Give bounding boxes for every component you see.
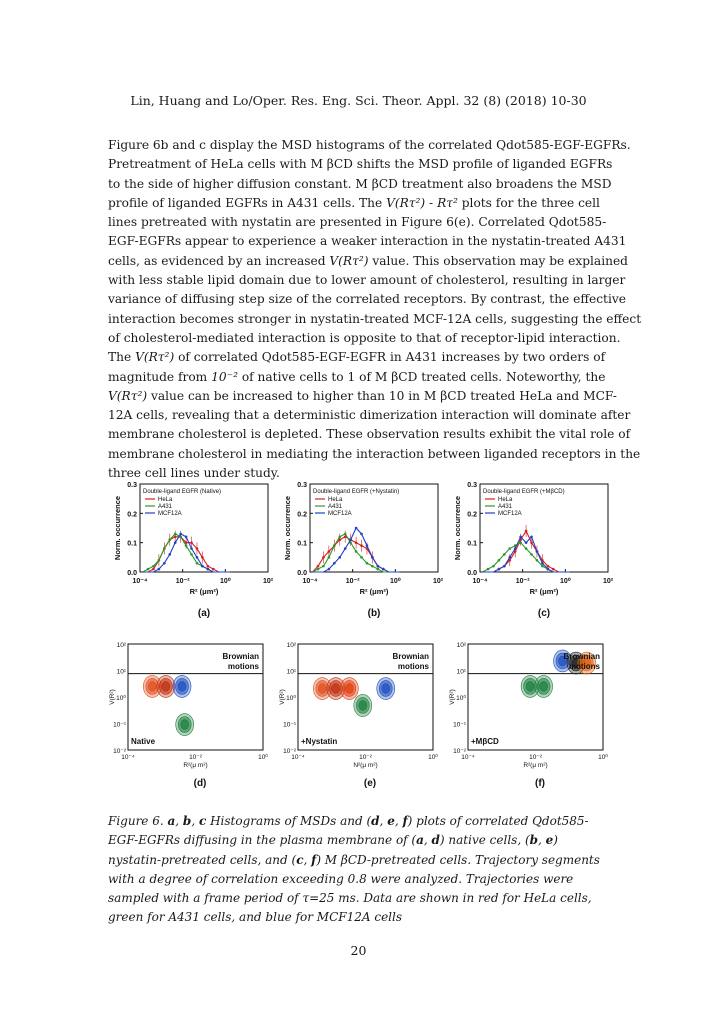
data-point-mcf12a bbox=[201, 565, 204, 568]
x-axis-label: R²(μ m²) bbox=[183, 762, 208, 769]
data-point-a431 bbox=[338, 536, 341, 539]
caption-panel-ref: b bbox=[529, 833, 539, 848]
y-tick-label: 0.1 bbox=[467, 540, 477, 548]
data-point-mcf12a bbox=[514, 547, 517, 550]
data-point-mcf12a bbox=[547, 568, 550, 571]
body-line: variance of diffusing step size of the correlated receptors. By contrast, the effective bbox=[108, 292, 626, 307]
x-tick-label: 10⁰ bbox=[428, 754, 438, 761]
x-tick-label: 10⁰ bbox=[598, 754, 608, 761]
data-point-a431 bbox=[498, 559, 501, 562]
data-point-hela bbox=[207, 565, 210, 568]
y-axis-label: V(R²) bbox=[109, 689, 116, 705]
condition-label: Native bbox=[131, 737, 156, 746]
x-tick-label: 10⁻² bbox=[189, 754, 202, 761]
brownian-annotation: motions bbox=[397, 662, 429, 672]
body-line: membrane cholesterol is depleted. These observation results exhibit the vital role of bbox=[108, 427, 631, 442]
body-line: membrane cholesterol in mediating the interaction between liganded receptors in the bbox=[108, 446, 641, 461]
data-point-a431 bbox=[328, 556, 331, 559]
y-tick-label: 0.2 bbox=[127, 511, 137, 519]
brownian-annotation: Brownian bbox=[563, 652, 600, 662]
page-number: 20 bbox=[350, 943, 367, 958]
y-axis-label: V(R²) bbox=[279, 689, 286, 705]
brownian-annotation: Brownian bbox=[222, 652, 259, 662]
caption-panel-ref: f bbox=[311, 852, 317, 867]
data-point-a431 bbox=[333, 544, 336, 547]
legend-title: Double-ligand EGFR (+Nystatin) bbox=[313, 489, 400, 495]
x-tick-label: 10⁻⁴ bbox=[291, 754, 305, 761]
caption-text: , bbox=[394, 814, 403, 828]
brownian-annotation: Brownian bbox=[392, 652, 429, 662]
x-tick-label: 10² bbox=[262, 578, 274, 585]
data-point-a431 bbox=[503, 553, 506, 556]
data-point-mcf12a bbox=[519, 536, 522, 539]
contour-blob bbox=[181, 720, 189, 730]
x-axis-label: R² (μm²) bbox=[189, 587, 219, 596]
y-tick-label: 0.0 bbox=[297, 570, 307, 577]
data-point-a431 bbox=[163, 547, 166, 550]
y-tick-label: 10¹ bbox=[116, 668, 126, 676]
x-tick-label: 10⁻² bbox=[515, 578, 530, 585]
data-point-a431 bbox=[366, 562, 369, 565]
x-axis-label: R²(μ m²) bbox=[523, 762, 548, 769]
data-point-mcf12a bbox=[158, 568, 161, 571]
data-point-mcf12a bbox=[168, 553, 171, 556]
body-line: with less stable lipid domain due to lower amount of cholesterol, resulting in larger bbox=[108, 273, 626, 288]
body-line: three cell lines under study. bbox=[108, 466, 280, 481]
body-line: cells, as evidenced by an increased V(Rτ²) value. This observation may be explained bbox=[108, 253, 628, 268]
caption-text: , bbox=[379, 814, 388, 828]
legend-label-a431: A431 bbox=[498, 504, 513, 510]
data-point-a431 bbox=[519, 541, 522, 544]
series-line-mcf12a bbox=[313, 528, 400, 572]
data-point-mcf12a bbox=[190, 547, 193, 550]
caption-text: , bbox=[175, 814, 183, 828]
y-tick-label: 10² bbox=[456, 642, 466, 649]
figure-caption bbox=[108, 812, 610, 928]
data-point-a431 bbox=[360, 556, 363, 559]
panel-label: (a) bbox=[197, 608, 211, 619]
brownian-annotation: motions bbox=[227, 662, 259, 672]
contour-blob bbox=[526, 681, 534, 691]
legend-label-mcf12a: MCF12A bbox=[328, 511, 352, 517]
x-tick-label: 10⁻² bbox=[529, 754, 542, 761]
condition-label: +Nystatin bbox=[301, 737, 338, 746]
data-point-a431 bbox=[147, 568, 150, 571]
data-point-mcf12a bbox=[377, 565, 380, 568]
legend-title: Double-ligand EGFR (Native) bbox=[143, 489, 222, 495]
data-point-a431 bbox=[196, 562, 199, 565]
x-tick-label: 10⁻² bbox=[345, 578, 360, 585]
y-tick-label: 10⁰ bbox=[286, 695, 296, 702]
data-point-a431 bbox=[530, 553, 533, 556]
data-point-a431 bbox=[190, 553, 193, 556]
body-line: profile of liganded EGFRs in A431 cells. The V(Rτ²) - Rτ² plots for the three cell bbox=[108, 195, 600, 210]
caption-text: Histograms of MSDs and ( bbox=[206, 814, 372, 828]
y-tick-label: 0.2 bbox=[467, 511, 477, 519]
y-tick-label: 10⁻¹ bbox=[283, 721, 296, 729]
y-tick-label: 10⁻² bbox=[453, 748, 466, 755]
series-line-a431 bbox=[483, 543, 570, 572]
x-tick-label: 10⁰ bbox=[390, 578, 401, 585]
data-point-mcf12a bbox=[530, 536, 533, 539]
figure-6 bbox=[108, 474, 614, 800]
data-point-hela bbox=[152, 568, 155, 571]
data-point-a431 bbox=[371, 565, 374, 568]
y-tick-label: 0.2 bbox=[297, 511, 307, 519]
caption-text: ) native cells, ( bbox=[439, 833, 530, 848]
contour-blob bbox=[540, 681, 548, 691]
caption-label: Figure 6. bbox=[108, 814, 168, 828]
data-point-mcf12a bbox=[498, 568, 501, 571]
x-axis-label: N²(μ m²) bbox=[353, 762, 378, 769]
contour-blob bbox=[382, 684, 390, 694]
math-expression: V(Rτ²) bbox=[386, 195, 426, 210]
data-point-hela bbox=[317, 565, 320, 568]
data-point-a431 bbox=[536, 559, 539, 562]
caption-text: ) nystatin-pretreated cells, and ( bbox=[108, 833, 558, 867]
data-point-a431 bbox=[492, 565, 495, 568]
x-axis-label: R² (μm²) bbox=[529, 587, 559, 596]
body-line: of cholesterol-mediated interaction is opposite to that of receptor-lipid interaction. bbox=[108, 330, 621, 345]
data-point-a431 bbox=[525, 547, 528, 550]
y-tick-label: 0.0 bbox=[467, 570, 477, 577]
body-line: Pretreatment of HeLa cells with M βCD shifts the MSD profile of liganded EGFRs bbox=[108, 157, 613, 172]
contour-blob bbox=[332, 684, 340, 694]
legend-label-hela: HeLa bbox=[328, 497, 343, 503]
panel-label: (d) bbox=[193, 778, 207, 789]
data-point-mcf12a bbox=[338, 556, 341, 559]
data-point-mcf12a bbox=[360, 533, 363, 536]
y-tick-label: 10¹ bbox=[286, 668, 296, 676]
y-tick-label: 10² bbox=[286, 642, 296, 649]
data-point-a431 bbox=[322, 565, 325, 568]
body-line: 12A cells, revealing that a deterministic dimerization interaction will dominate after bbox=[108, 408, 631, 423]
x-tick-label: 10⁻⁴ bbox=[302, 578, 318, 585]
y-tick-label: 10⁰ bbox=[456, 695, 466, 702]
caption-panel-ref: e bbox=[387, 814, 395, 828]
y-tick-label: 0.0 bbox=[127, 570, 137, 577]
contour-blob bbox=[178, 681, 186, 691]
body-line: The V(Rτ²) of correlated Qdot585-EGF-EGFR in A431 increases by two orders of bbox=[108, 350, 606, 365]
y-tick-label: 10¹ bbox=[456, 668, 466, 676]
body-line: magnitude from 10⁻² of native cells to 1 of M βCD treated cells. Noteworthy, the bbox=[108, 369, 606, 384]
legend-label-mcf12a: MCF12A bbox=[498, 511, 522, 517]
data-point-a431 bbox=[317, 568, 320, 571]
math-expression: V(Rτ²) bbox=[329, 253, 369, 268]
x-tick-label: 10⁻⁴ bbox=[121, 754, 135, 761]
caption-text: , bbox=[191, 814, 199, 828]
legend-label-hela: HeLa bbox=[158, 497, 173, 503]
data-point-hela bbox=[547, 565, 550, 568]
x-tick-label: 10⁰ bbox=[258, 754, 268, 761]
y-tick-label: 0.1 bbox=[297, 540, 307, 548]
math-expression: V(Rτ²) bbox=[108, 388, 148, 403]
legend-title: Double-ligand EGFR (+MβCD) bbox=[483, 489, 565, 495]
caption-panel-ref: e bbox=[545, 833, 554, 848]
data-point-a431 bbox=[344, 533, 347, 536]
condition-label: +MβCD bbox=[471, 737, 499, 746]
body-line: Figure 6b and c display the MSD histograms of the correlated Qdot585-EGF-EGFRs. bbox=[108, 138, 631, 152]
caption-panel-ref: a bbox=[416, 833, 424, 848]
contour-blob bbox=[162, 681, 170, 691]
data-point-a431 bbox=[377, 568, 380, 571]
caption-panel-ref: d bbox=[371, 814, 380, 828]
body-paragraph bbox=[108, 136, 642, 483]
x-tick-label: 10⁰ bbox=[220, 578, 231, 585]
brownian-annotation: motions bbox=[568, 662, 600, 672]
y-tick-label: 10⁻² bbox=[113, 748, 126, 755]
x-tick-label: 10⁻² bbox=[359, 754, 372, 761]
panel-label: (b) bbox=[367, 608, 381, 619]
x-tick-label: 10⁻² bbox=[175, 578, 190, 585]
math-expression: V(Rτ²) bbox=[135, 350, 175, 365]
running-head: Lin, Huang and Lo/Oper. Res. Eng. Sci. Theor. Appl. 32 (8) (2018) 10-30 bbox=[130, 93, 587, 108]
data-point-a431 bbox=[355, 550, 358, 553]
caption-panel-ref: c bbox=[296, 852, 304, 867]
y-tick-label: 0.1 bbox=[127, 540, 137, 548]
contour-blob bbox=[148, 681, 156, 691]
panel-label: (c) bbox=[537, 608, 551, 619]
data-point-mcf12a bbox=[355, 527, 358, 530]
math-expression: Rτ² bbox=[437, 195, 458, 210]
y-axis-label: Norm. occurrence bbox=[113, 495, 122, 561]
x-tick-label: 10⁰ bbox=[560, 578, 571, 585]
legend-label-hela: HeLa bbox=[498, 497, 513, 503]
caption-text: , bbox=[538, 833, 546, 848]
panel-label: (e) bbox=[363, 778, 377, 789]
data-point-a431 bbox=[152, 565, 155, 568]
caption-panel-ref: b bbox=[182, 814, 192, 828]
data-point-mcf12a bbox=[163, 562, 166, 565]
data-point-mcf12a bbox=[382, 568, 385, 571]
y-tick-label: 0.3 bbox=[297, 482, 307, 489]
data-point-a431 bbox=[168, 538, 171, 541]
body-line: interaction becomes stronger in nystatin-treated MCF-12A cells, suggesting the effect bbox=[108, 311, 642, 326]
y-axis-label: V(R²) bbox=[449, 689, 456, 705]
y-tick-label: 10⁰ bbox=[116, 695, 126, 702]
y-tick-label: 10⁻¹ bbox=[113, 721, 126, 729]
caption-panel-ref: f bbox=[402, 814, 408, 828]
contour-blob bbox=[359, 701, 367, 711]
caption-text: , bbox=[303, 852, 312, 867]
x-tick-label: 10² bbox=[432, 578, 444, 585]
data-point-hela bbox=[212, 568, 215, 571]
panel-label: (f) bbox=[535, 778, 545, 789]
caption-panel-ref: a bbox=[167, 814, 176, 828]
data-point-mcf12a bbox=[185, 536, 188, 539]
body-line: lines pretreated with nystatin are presented in Figure 6(e). Correlated Qdot585- bbox=[108, 215, 607, 230]
y-tick-label: 10⁻¹ bbox=[453, 721, 466, 729]
x-tick-label: 10⁻⁴ bbox=[472, 578, 488, 585]
data-point-a431 bbox=[174, 533, 177, 536]
x-tick-label: 10⁻⁴ bbox=[132, 578, 148, 585]
y-tick-label: 10⁻² bbox=[283, 748, 296, 755]
x-axis-label: R² (μm²) bbox=[359, 587, 389, 596]
data-point-mcf12a bbox=[541, 562, 544, 565]
data-point-mcf12a bbox=[536, 550, 539, 553]
contour-blob bbox=[318, 684, 326, 694]
caption-text: , bbox=[423, 833, 432, 848]
caption-text: ) plots of correlated Qdot585-EGF-EGFRs diffusing in the plasma membrane of ( bbox=[108, 814, 589, 848]
data-point-mcf12a bbox=[344, 547, 347, 550]
data-point-mcf12a bbox=[333, 562, 336, 565]
y-axis-label: Norm. occurrence bbox=[283, 495, 292, 561]
legend-label-a431: A431 bbox=[328, 504, 343, 510]
y-axis-label: Norm. occurrence bbox=[453, 495, 462, 561]
caption-text: ) M βCD-pretreated cells. Trajectory segments with a degree of correlation exceeding 0.8 were analyzed. Trajectories were sampled with a frame period of τ=25 ms. Data are shown in red for HeLa cells, green for A431 cells, and blue for MCF12A cells bbox=[108, 852, 600, 925]
contour-blob bbox=[345, 684, 353, 694]
y-tick-label: 0.3 bbox=[127, 482, 137, 489]
data-point-mcf12a bbox=[207, 568, 210, 571]
y-tick-label: 0.3 bbox=[467, 482, 477, 489]
body-line: EGF-EGFRs appear to experience a weaker interaction in the nystatin-treated A431 bbox=[108, 234, 627, 249]
data-point-mcf12a bbox=[328, 568, 331, 571]
body-line: V(Rτ²) value can be increased to higher than 10 in M βCD treated HeLa and MCF- bbox=[108, 388, 617, 403]
data-point-mcf12a bbox=[174, 541, 177, 544]
figure-6-canvas bbox=[108, 474, 614, 800]
data-point-mcf12a bbox=[371, 556, 374, 559]
data-point-mcf12a bbox=[196, 556, 199, 559]
data-point-a431 bbox=[487, 568, 490, 571]
data-point-a431 bbox=[508, 547, 511, 550]
data-point-mcf12a bbox=[508, 556, 511, 559]
body-line: to the side of higher diffusion constant. M βCD treatment also broadens the MSD bbox=[108, 176, 612, 191]
x-tick-label: 10⁻⁴ bbox=[461, 754, 475, 761]
math-expression: 10⁻² bbox=[211, 369, 238, 384]
legend-label-mcf12a: MCF12A bbox=[158, 511, 182, 517]
data-point-a431 bbox=[541, 565, 544, 568]
data-point-mcf12a bbox=[179, 533, 182, 536]
caption-panel-ref: d bbox=[431, 833, 440, 848]
data-point-a431 bbox=[158, 559, 161, 562]
data-point-mcf12a bbox=[366, 544, 369, 547]
x-tick-label: 10² bbox=[602, 578, 614, 585]
data-point-mcf12a bbox=[503, 565, 506, 568]
caption-panel-ref: c bbox=[198, 814, 207, 828]
series-line-hela bbox=[483, 531, 570, 572]
legend-label-a431: A431 bbox=[158, 504, 173, 510]
y-tick-label: 10² bbox=[116, 642, 126, 649]
data-point-mcf12a bbox=[525, 541, 528, 544]
data-point-mcf12a bbox=[349, 538, 352, 541]
data-point-a431 bbox=[185, 544, 188, 547]
data-point-hela bbox=[552, 568, 555, 571]
